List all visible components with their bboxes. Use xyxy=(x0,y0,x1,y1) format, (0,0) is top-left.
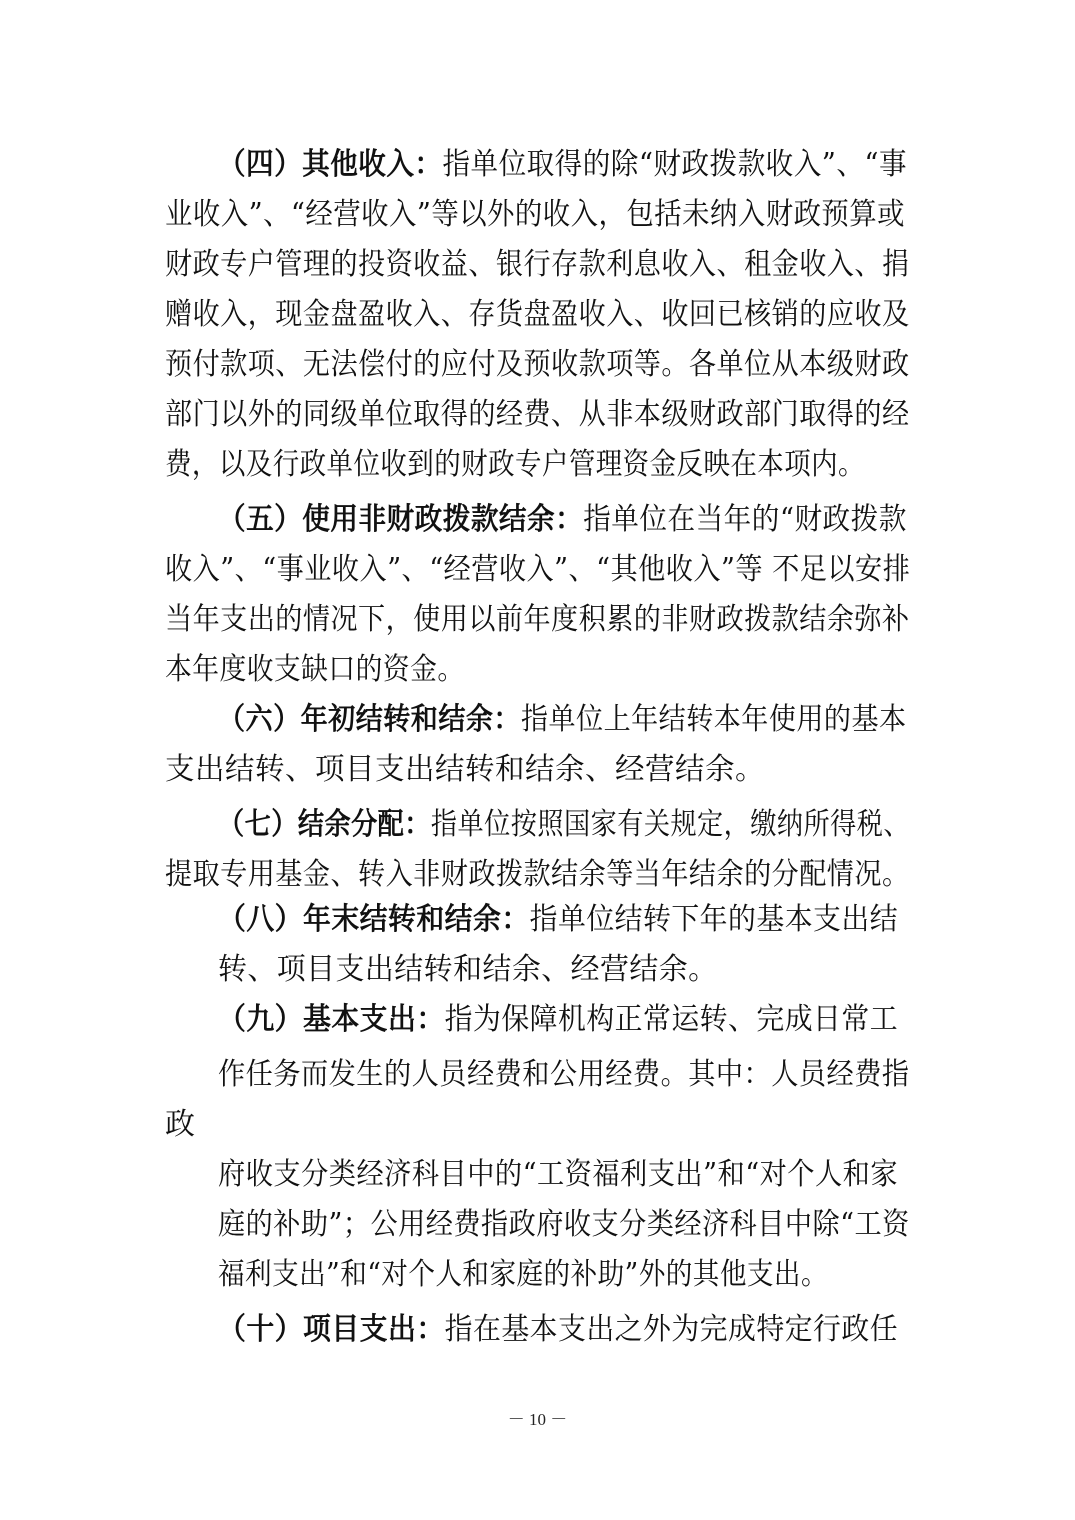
line-text: 庭的补助”；公用经费指政府收支分类经济科目中除“工资 xyxy=(218,1207,910,1242)
line-text: 支出结转、项目支出结转和结余、经营结余。 xyxy=(165,752,765,787)
section-heading-line xyxy=(218,695,907,745)
paragraph-line xyxy=(165,1100,196,1150)
paragraph-line xyxy=(165,440,865,490)
paragraph-line xyxy=(165,645,465,695)
section-heading-line xyxy=(218,995,898,1045)
line-text: 府收支分类经济科目中的“工资福利支出”和“对个人和家 xyxy=(218,1157,899,1192)
line-text: 福利支出”和“对个人和家庭的补助”外的其他支出。 xyxy=(218,1257,828,1292)
line-text: 当年支出的情况下，使用以前年度积累的非财政拨款结余弥补 xyxy=(165,602,910,637)
paragraph-line xyxy=(218,1200,910,1250)
paragraph-line xyxy=(218,1150,898,1200)
paragraph-line xyxy=(165,240,910,290)
section-heading-line xyxy=(218,1305,898,1355)
line-text: 指为保障机构正常运转、完成日常工 xyxy=(444,1002,899,1037)
line-text: 部门以外的同级单位取得的经费、从非本级财政部门取得的经 xyxy=(165,397,910,432)
paragraph-line xyxy=(165,745,765,795)
paragraph-line xyxy=(218,945,718,995)
line-text: 指在基本支出之外为完成特定行政任 xyxy=(444,1312,899,1347)
paragraph-line xyxy=(218,1050,910,1100)
line-text: 本年度收支缺口的资金。 xyxy=(165,652,465,687)
line-text: 费，以及行政单位收到的财政专户管理资金反映在本项内。 xyxy=(165,447,865,482)
line-text: 指单位取得的除“财政拨款收入”、“事 xyxy=(442,147,908,182)
paragraph-line xyxy=(165,190,905,240)
line-text: 作任务而发生的人员经费和公用经费。其中：人员经费指 xyxy=(218,1057,910,1092)
section-heading-line xyxy=(218,495,907,545)
section-heading: （八）年末结转和结余： xyxy=(218,902,530,937)
line-text: 预付款项、无法偿付的应付及预收款项等。各单位从本级财政 xyxy=(165,347,910,382)
paragraph-line xyxy=(165,595,910,645)
section-heading-line xyxy=(218,140,907,190)
paragraph-line xyxy=(165,290,910,340)
line-text: 政 xyxy=(165,1107,196,1142)
section-heading: （五）使用非财政拨款结余： xyxy=(218,502,584,537)
section-heading: （十）项目支出： xyxy=(218,1312,445,1347)
line-text: 指单位结转下年的基本支出结 xyxy=(529,902,899,937)
line-text: 赠收入，现金盘盈收入、存货盘盈收入、收回已核销的应收及 xyxy=(165,297,910,332)
section-heading: （九）基本支出： xyxy=(218,1002,445,1037)
paragraph-line xyxy=(218,1250,828,1300)
page-number: － 10 － xyxy=(507,1410,568,1429)
section-heading: （六）年初结转和结余： xyxy=(218,702,521,737)
line-text: 指单位按照国家有关规定，缴纳所得税、 xyxy=(430,807,910,842)
line-text: 财政专户管理的投资收益、银行存款利息收入、租金收入、捐 xyxy=(165,247,910,282)
section-heading-line xyxy=(218,800,910,850)
paragraph-line xyxy=(165,340,910,390)
section-heading-line xyxy=(218,895,898,945)
paragraph-line xyxy=(165,545,910,595)
line-text: 业收入”、“经营收入”等以外的收入，包括未纳入财政预算或 xyxy=(165,197,906,232)
line-text: 转、项目支出结转和结余、经营结余。 xyxy=(218,952,718,987)
line-text: 提取专用基金、转入非财政拨款结余等当年结余的分配情况。 xyxy=(165,857,910,892)
line-text: 指单位上年结转本年使用的基本 xyxy=(520,702,907,737)
section-heading: （四）其他收入： xyxy=(218,147,443,182)
line-text: 指单位在当年的“财政拨款 xyxy=(583,502,907,537)
section-heading: （七）结余分配： xyxy=(218,807,431,842)
paragraph-line xyxy=(165,390,910,440)
line-text: 收入”、“事业收入”、“经营收入”、“其他收入”等 不足以安排 xyxy=(165,552,911,587)
paragraph-line xyxy=(165,850,910,900)
